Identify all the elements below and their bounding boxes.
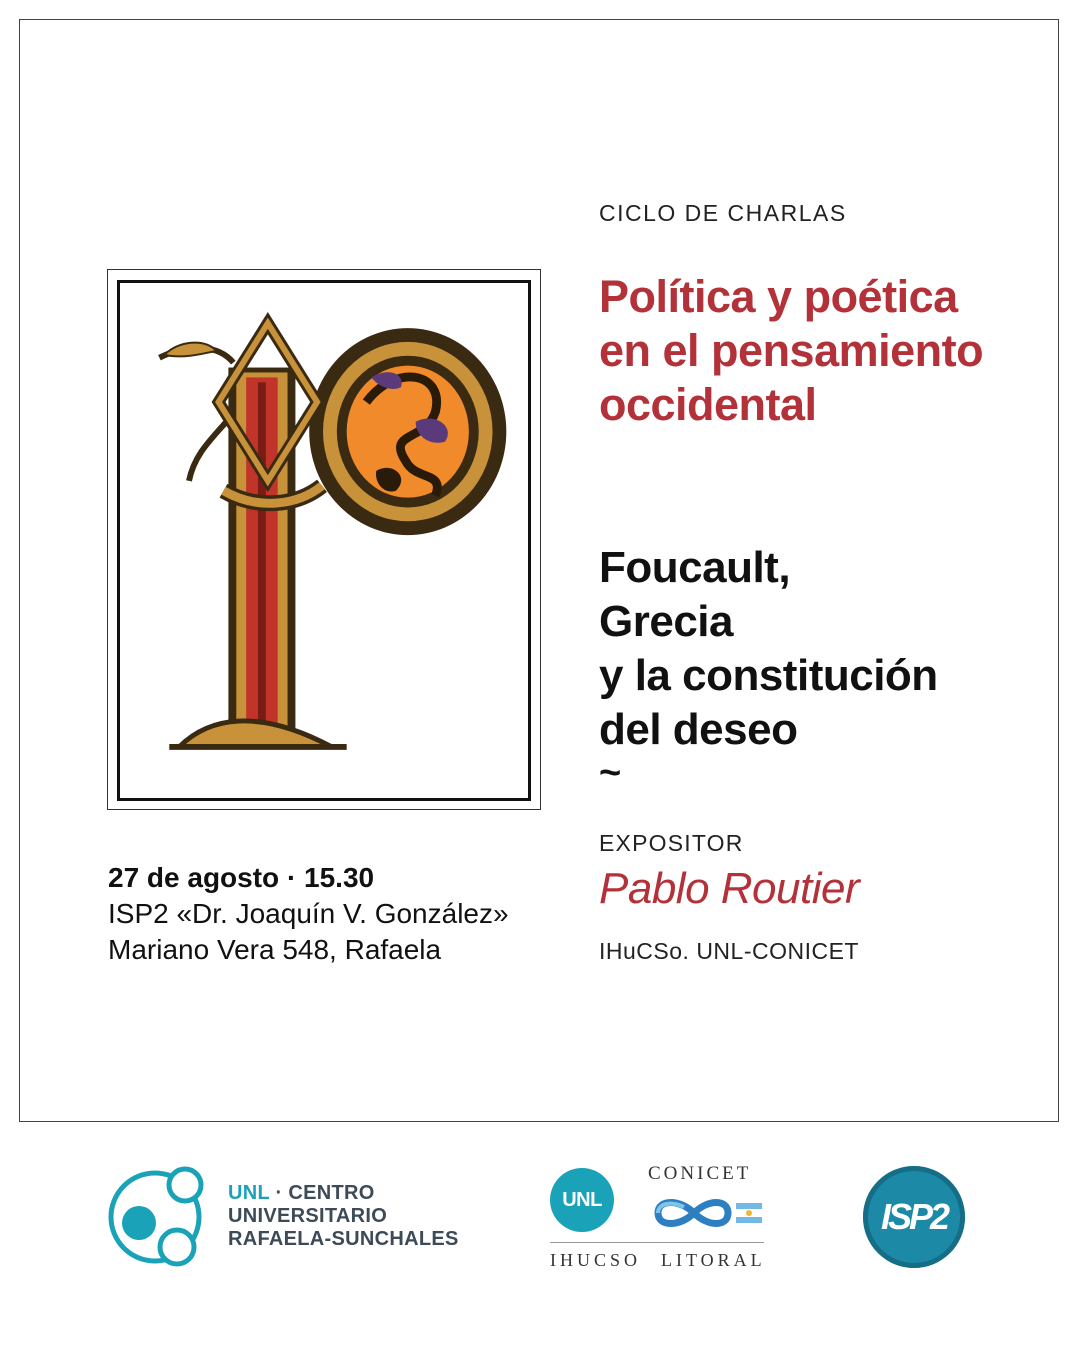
speaker-affiliation: IHuCSo. UNL-CONICET [599,938,859,964]
cycle-title-line: en el pensamiento [599,325,984,376]
unl-centro-line2: UNIVERSITARIO [228,1205,388,1227]
cycle-title-line: Política y poética [599,271,958,322]
event-details [108,860,509,968]
logo-divider [550,1242,764,1243]
litoral-wordmark: LITORAL [661,1250,766,1270]
unl-badge-logo: UNL [550,1168,614,1232]
unl-wordmark: UNL [228,1182,270,1204]
event-date-time: 27 de agosto · 15.30 [108,862,375,893]
ihucso-wordmark: IHUCSO [550,1250,642,1270]
series-label: CICLO DE CHARLAS [599,200,847,226]
speaker-name: Pablo Routier [599,864,860,913]
unl-centro-logo-text [228,1182,459,1251]
illuminated-letter-p-image [117,280,531,801]
unl-centro-line1: · CENTRO [269,1182,375,1204]
conicet-infinity-icon [650,1193,766,1233]
cycle-title-line: occidental [599,379,817,430]
talk-title-line: Grecia [599,597,733,646]
unl-centro-logo-icon [105,1163,215,1273]
tilde-separator: ~ [599,752,622,794]
conicet-wordmark: CONICET [648,1163,752,1184]
unl-centro-line3: RAFAELA-SUNCHALES [228,1228,459,1250]
talk-title-line: Foucault, [599,543,791,592]
talk-title-line: y la constitución [599,651,938,700]
event-venue: ISP2 «Dr. Joaquín V. González» [108,898,509,929]
isp2-logo: ISP2 [863,1166,965,1268]
event-address: Mariano Vera 548, Rafaela [108,934,442,965]
talk-title [599,541,1049,757]
cycle-title [599,270,1049,432]
expositor-label: EXPOSITOR [599,830,744,856]
talk-title-line: del deseo [599,705,798,754]
